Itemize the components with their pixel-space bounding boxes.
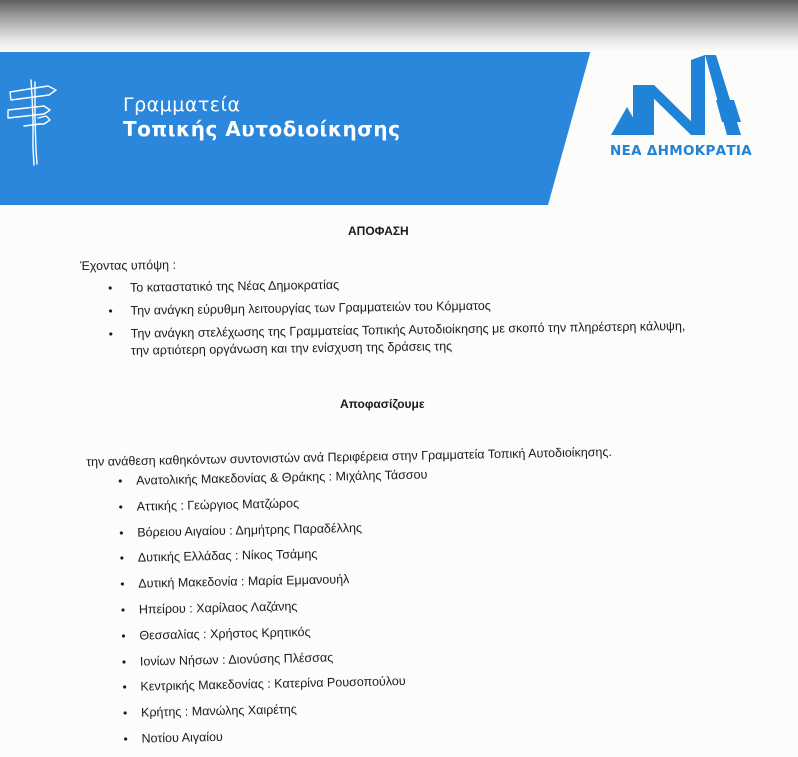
region-item: • Κρήτης : Μανώλης Χαιρέτης (123, 699, 433, 731)
consideration-item: • Την ανάγκη στελέχωσης της Γραμματείας Τοπικής Αυτοδιοίκησης με σκοπό την πληρέστερη κάλυψη, την αρτιότερη οργάνωση και την ενίσχυση της δράσεις της (109, 318, 691, 360)
banner-title-line2: Τοπικής Αυτοδιοίκησης (123, 117, 401, 141)
region-item: • Αττικής : Γεώργιος Ματζώρος (119, 492, 429, 524)
region-item: • Νοτίου Αιγαίου (123, 724, 433, 756)
region-item: • Θεσσαλίας : Χρήστος Κρητικός (121, 621, 431, 653)
region-item: • Ιονίων Νήσων : Διονύσης Πλέσσας (122, 647, 432, 679)
region-item: • Δυτικής Ελλάδας : Νίκος Τσάμης (120, 544, 430, 576)
party-name: ΝΕΑ ΔΗΜΟΚΡΑΤΙΑ (610, 143, 753, 159)
region-item: • Κεντρικής Μακεδονίας : Κατερίνα Ρουσοπούλου (122, 673, 432, 705)
consideration-item: • Το καταστατικό της Νέας Δημοκρατίας (108, 272, 690, 297)
intro-text: Έχοντας υπόψη : (80, 257, 177, 273)
region-item: • Βόρειου Αιγαίου : Δημήτρης Παραδέλλης (119, 518, 429, 550)
assignment-text: την ανάθεση καθηκόντων συντονιστών ανά Περιφέρεια στην Γραμματεία Τοπική Αυτοδιοίκησης. (86, 444, 613, 469)
regions-list (118, 467, 433, 757)
region-item: • Ανατολικής Μακεδονίας & Θράκης : Μιχάλης Τάσσου (118, 467, 428, 499)
considerations-list (108, 272, 691, 366)
banner-title-line1: Γραμματεία (123, 94, 241, 116)
consideration-item: • Την ανάγκη εύρυθμη λειτουργίας των Γραμματειών του Κόμματος (108, 295, 690, 320)
region-item: • Ηπείρου : Χαρίλαος Λαζάνης (121, 595, 431, 627)
region-item: • Δυτική Μακεδονία : Μαρία Εμμανουήλ (120, 570, 430, 602)
decision-heading: Αποφασίζουμε (340, 397, 425, 411)
scan-top-shadow (0, 0, 798, 52)
document-title: ΑΠΟΦΑΣΗ (348, 224, 409, 238)
